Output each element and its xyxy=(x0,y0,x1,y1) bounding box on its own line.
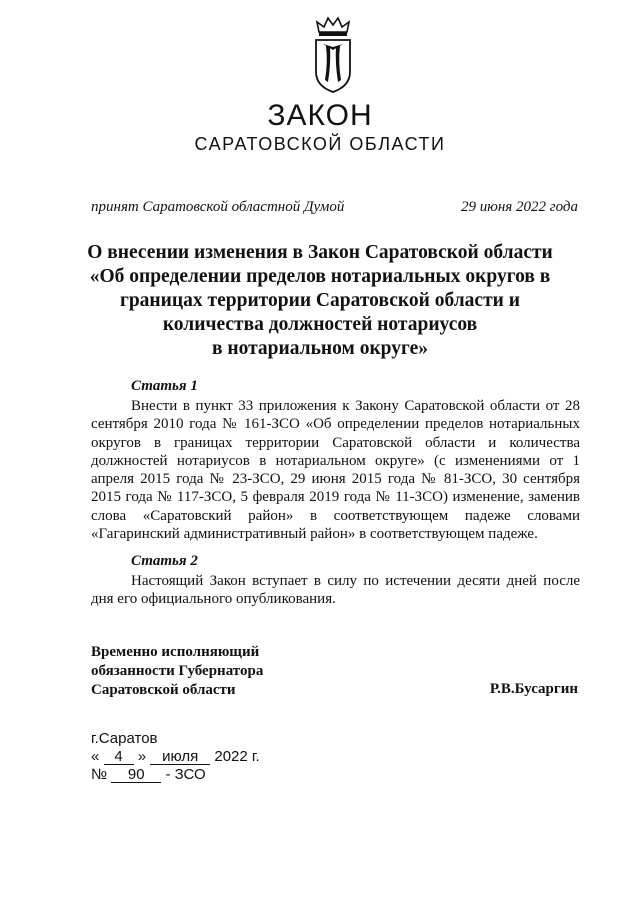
law-number xyxy=(91,766,260,784)
law-title-line: границах территории Саратовской области и xyxy=(119,290,520,311)
article-1-text: Внести в пункт 33 приложения к Закону Саратовской области от 28 сентября 2010 года № 161-ЗСО «Об определении пределов нотариальных округов в границах территории Саратовской области и количества должностей нотариусов в нотариальном округе» (с изменениями от 1 апреля 2015 года № 23-ЗСО, 29 июня 2015 года № 81-ЗСО, 30 сентября 2015 года № 117-ЗСО, 5 февраля 2019 года № 11-ЗСО) изменение, заменив слова «Саратовский район» в соответствующем падеже словами «Гагаринский административный район» в соответствующем падеже. xyxy=(91,398,580,543)
law-title-line: количества должностей нотариусов xyxy=(162,314,478,335)
article-1-title: Статья 1 xyxy=(131,378,198,394)
law-title-line: О внесении изменения в Закон Саратовской области xyxy=(87,242,553,263)
signatory-name: Р.В.Бусаргин xyxy=(489,681,578,697)
month-field: июля xyxy=(150,749,210,765)
number-prefix: № xyxy=(91,766,108,783)
article-2-title: Статья 2 xyxy=(131,553,198,569)
saratov-coat-of-arms-icon xyxy=(311,14,355,94)
number-suffix: - ЗСО xyxy=(165,766,206,783)
adopted-date: 29 июня 2022 года xyxy=(461,199,578,215)
signing-date xyxy=(91,748,260,766)
quote-close: » xyxy=(137,748,147,765)
quote-open: « xyxy=(91,748,100,765)
document-subtitle: САРАТОВСКОЙ ОБЛАСТИ xyxy=(194,134,446,154)
day-field: 4 xyxy=(104,749,134,765)
signatory-position xyxy=(91,643,263,700)
law-title-line: в нотариальном округе» xyxy=(211,338,429,359)
adopted-by: принят Саратовской областной Думой xyxy=(91,199,345,215)
document-title: ЗАКОН xyxy=(267,99,373,132)
law-title xyxy=(60,241,580,361)
article-2-text: Настоящий Закон вступает в силу по истечении десяти дней после дня его официального опубликования. xyxy=(91,573,580,608)
signatory-position-line: Саратовской области xyxy=(91,682,236,698)
year: 2022 г. xyxy=(214,748,260,765)
signatory-position-line: обязанности Губернатора xyxy=(91,663,264,679)
number-field: 90 xyxy=(111,767,161,783)
signatory-position-line: Временно исполняющий xyxy=(91,644,260,660)
law-title-line: «Об определении пределов нотариальных округов в xyxy=(89,266,551,287)
law-registration xyxy=(91,730,260,784)
city: г.Саратов xyxy=(91,730,158,747)
